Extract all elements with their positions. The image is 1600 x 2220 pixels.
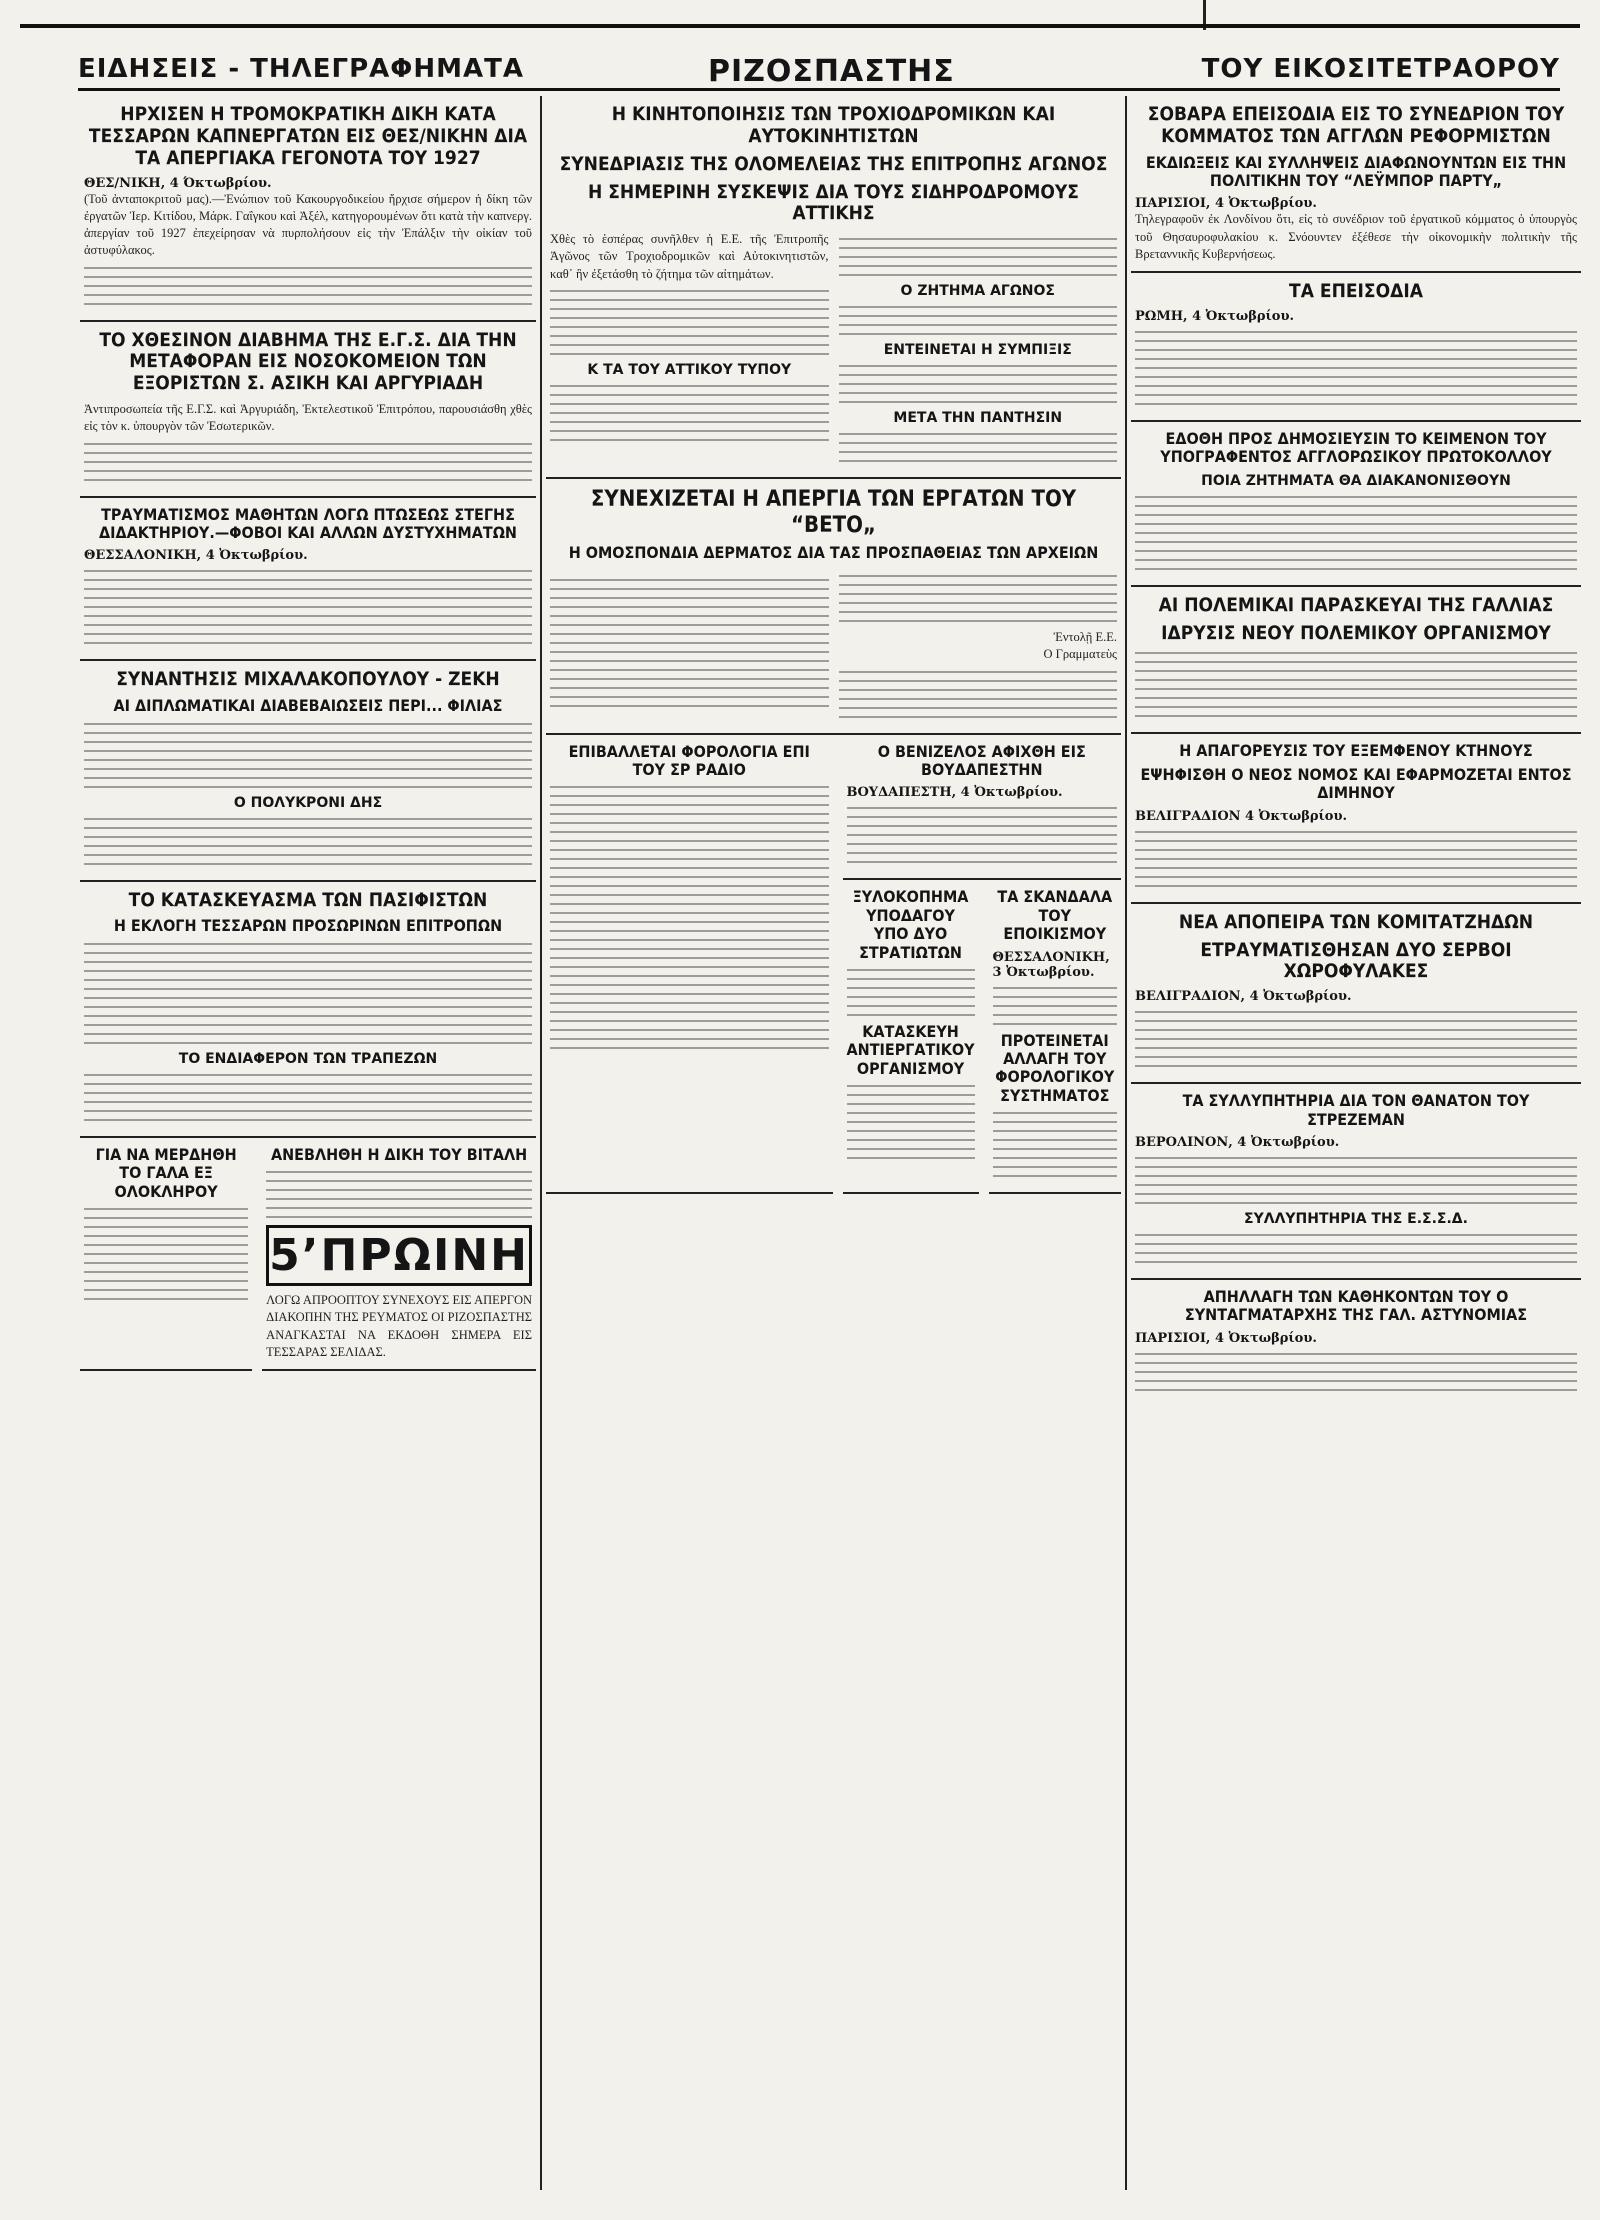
top-rule <box>20 24 1580 28</box>
article <box>989 880 1121 1194</box>
inset-heading: Ο ΖΗΤΗΜΑ ΑΓΩΝΟΣ <box>900 283 1055 300</box>
dateline: ΒΕΛΙΓΡΑΔΙΟΝ 4 Ὀκτωβρίου. <box>1135 808 1347 824</box>
dateline: ΒΕΛΙΓΡΑΔΙΟΝ, 4 Ὀκτωβρίου. <box>1135 989 1352 1005</box>
dateline: ΒΕΡΟΛΙΝΟΝ, 4 Ὀκτωβρίου. <box>1135 1135 1340 1151</box>
headline: ΤΑ ΕΠΕΙΣΟΔΙΑ <box>1289 280 1423 303</box>
dateline: ΠΑΡΙΣΙΟΙ, 4 Ὀκτωβρίου. <box>1135 1330 1317 1346</box>
inset-heading: ΜΕΤΑ ΤΗΝ ΠΑΝΤΗΣΙΝ <box>893 410 1063 427</box>
article <box>80 1138 252 1371</box>
subheadline: ΕΤΡΑΥΜΑΤΙΣΘΗΣΑΝ ΔΥΟ ΣΕΡΒΟΙ ΧΩΡΟΦΥΛΑΚΕΣ <box>1200 938 1512 983</box>
headline: Η ΑΠΑΓΟΡΕΥΣΙΣ ΤΟΥ ΕΞΕΜΦΕΝΟΥ ΚΤΗΝΟΥΣ <box>1179 740 1533 760</box>
dateline: ΘΕΣΣΑΛΟΝΙΚΗ, 3 Ὀκτωβρίου. <box>992 949 1110 980</box>
article <box>843 735 1122 881</box>
inset-heading: ΣΥΛΛΥΠΗΤΗΡΙΑ ΤΗΣ Ε.Σ.Σ.Δ. <box>1244 1211 1468 1228</box>
article-body: Τηλεγραφοῦν ἐκ Λονδίνου ὅτι, εἰς τὸ συνέδριον τοῦ ἐργατικοῦ κόμματος ὁ ὑπουργὸς τοῦ Θησαυροφυλακίου κ. Σνόουντεν ἐξέθεσε τὴν οἰκονομικὴν πολιτικὴν τῆς Βρεταννικῆς Κυβερνήσεως. <box>1135 212 1577 261</box>
article-body: (Τοῦ ἀνταποκριτοῦ μας).—Ἐνώπιον τοῦ Κακουργοδικείου ἤρχισε σήμερον ἡ δίκη τῶν ἐργατῶν Ἰερ. Κιτίδου, Μάρκ. Γαΐγκου καὶ Ἀξέλ, κατηγορουμένων ὅτι κατὰ τὴν καπνεργ. ἀπεργίαν τοῦ 1927 ἐπεχείρησαν νὰ πυρπολήσουν εἰς τὴν Ἐπάλξιν τὴν οἰκίαν τοῦ ἀστυφύλακος. <box>84 191 532 258</box>
subheadline: ΙΔΡΥΣΙΣ ΝΕΟΥ ΠΟΛΕΜΙΚΟΥ ΟΡΓΑΝΙΣΜΟΥ <box>1161 621 1551 644</box>
column-3 <box>1131 96 1581 1406</box>
headline: ΗΡΧΙΣΕΝ Η ΤΡΟΜΟΚΡΑΤΙΚΗ ΔΙΚΗ ΚΑΤΑ ΤΕΣΣΑΡΩΝ ΚΑΠΝΕΡΓΑΤΩΝ ΕΙΣ ΘΕΣ/ΝΙΚΗΝ ΔΙΑ ΤΑ ΑΠΕΡΓΙΑΚΑ ΓΕΓΟΝΟΤΑ ΤΟΥ 1927 <box>88 103 528 169</box>
article <box>1131 1280 1581 1406</box>
signature: Ἐντολῇ Ε.Ε. <box>1053 630 1117 645</box>
article <box>80 882 536 1138</box>
dateline: ΘΕΣΣΑΛΟΝΙΚΗ, 4 Ὀκτωβρίου. <box>84 548 308 564</box>
article <box>546 735 833 1195</box>
dateline: ΒΟΥΔΑΠΕΣΤΗ, 4 Ὀκτωβρίου. <box>846 785 1063 801</box>
column-rule <box>1125 96 1127 2190</box>
headline: ΣΟΒΑΡΑ ΕΠΕΙΣΟΔΙΑ ΕΙΣ ΤΟ ΣΥΝΕΔΡΙΟΝ ΤΟΥ ΚΟΜΜΑΤΟΣ ΤΩΝ ΑΓΓΛΩΝ ΡΕΦΟΡΜΙΣΤΩΝ <box>1147 103 1565 147</box>
masthead-section: ΕΙΔΗΣΕΙΣ - ΤΗΛΕΓΡΑΦΗΜΑΤΑ <box>78 54 525 84</box>
headline: ΝΕΑ ΑΠΟΠΕΙΡΑ ΤΩΝ ΚΟΜΙΤΑΤΖΗΔΩΝ <box>1178 910 1534 933</box>
headline: ΑΠΗΛΛΑΓΗ ΤΩΝ ΚΑΘΗΚΟΝΤΩΝ ΤΟΥ Ο ΣΥΝΤΑΓΜΑΤΑΡΧΗΣ ΤΗΣ ΓΑΛ. ΑΣΤΥΝΟΜΙΑΣ <box>1184 1287 1528 1325</box>
article <box>1131 1084 1581 1280</box>
headline: ΕΠΙΒΑΛΛΕΤΑΙ ΦΟΡΟΛΟΓΙΑ ΕΠΙ ΤΟΥ ΣΡ ΡΑΔΙΟ <box>568 741 810 780</box>
headline: ΕΔΟΘΗ ΠΡΟΣ ΔΗΜΟΣΙΕΥΣΙΝ ΤΟ ΚΕΙΜΕΝΟΝ ΤΟΥ ΥΠΟΓΡΑΦΕΝΤΟΣ ΑΓΓΛΟΡΩΣΙΚΟΥ ΠΡΩΤΟΚΟΛΛΟΥ <box>1160 429 1552 467</box>
subheadline: ΕΚΔΙΩΞΕΙΣ ΚΑΙ ΣΥΛΛΗΨΕΙΣ ΔΙΑΦΩΝΟΥΝΤΩΝ ΕΙΣ ΤΗΝ ΠΟΛΙΤΙΚΗΝ ΤΟΥ “ΛΕΫΜΠΟΡ ΠΑΡΤΥ„ <box>1145 152 1567 191</box>
headline: ΚΑΤΑΣΚΕΥΗ ΑΝΤΙΕΡΓΑΤΙΚΟΥ ΟΡΓΑΝΙΣΜΟΥ <box>846 1022 975 1078</box>
column-2 <box>546 96 1121 1194</box>
dateline: ΡΩΜΗ, 4 Ὀκτωβρίου. <box>1135 309 1295 325</box>
article <box>843 880 979 1194</box>
article-body: Χθὲς τὸ ἑσπέρας συνῆλθεν ἡ Ε.Ε. τῆς Ἐπιτροπῆς Ἀγῶνος τῶν Τροχιοδρομικῶν καὶ Αὐτοκινητιστῶν, καθ᾽ ἣν ἐξετάσθη τὸ ζήτημα τῶν αἰτημάτων. <box>550 232 829 281</box>
masthead <box>78 54 1560 91</box>
article <box>80 498 536 662</box>
article <box>1131 422 1581 587</box>
article <box>1131 96 1581 273</box>
subheadline: Η ΕΚΛΟΓΗ ΤΕΣΣΑΡΩΝ ΠΡΟΣΩΡΙΝΩΝ ΕΠΙΤΡΟΠΩΝ <box>113 916 503 936</box>
subheadline: Η ΟΜΟΣΠΟΝΔΙΑ ΔΕΡΜΑΤΟΣ ΔΙΑ ΤΑΣ ΠΡΟΣΠΑΘΕΙΑΣ ΤΩΝ ΑΡΧΕΙΩΝ <box>568 542 1099 562</box>
article <box>546 479 1121 734</box>
article <box>80 322 536 498</box>
article <box>80 661 536 881</box>
inset-heading: Ο ΠΟΛΥΚΡΟΝΙ ΔΗΣ <box>233 794 383 811</box>
article <box>80 96 536 322</box>
headline: ΤΑ ΣΥΛΛΥΠΗΤΗΡΙΑ ΔΙΑ ΤΟΝ ΘΑΝΑΤΟΝ ΤΟΥ ΣΤΡΕΖΕΜΑΝ <box>1182 1091 1530 1129</box>
headline: ΑΝΕΒΛΗΘΗ Η ΔΙΚΗ ΤΟΥ ΒΙΤΑΛΗ <box>270 1144 528 1164</box>
headline: ΤΟ ΚΑΤΑΣΚΕΥΑΣΜΑ ΤΩΝ ΠΑΣΙΦΙΣΤΩΝ <box>128 888 488 911</box>
masthead-title: ΡΙΖΟΣΠΑΣΤΗΣ <box>708 54 955 89</box>
headline: ΤΡΑΥΜΑΤΙΣΜΟΣ ΜΑΘΗΤΩΝ ΛΟΓΩ ΠΤΩΣΕΩΣ ΣΤΕΓΗΣ ΔΙΔΑΚΤΗΡΙΟΥ.—ΦΟΒΟΙ ΚΑΙ ΑΛΛΩΝ ΔΥΣΤΥΧΗΜΑΤΩΝ <box>99 504 517 542</box>
headline: ΤΑ ΣΚΑΝΔΑΛΑ ΤΟΥ ΕΠΟΙΚΙΣΜΟΥ <box>997 887 1113 944</box>
headline: ΞΥΛΟΚΟΠΗΜΑ ΥΠΟΔΑΓΟΥ ΥΠΟ ΔΥΟ ΣΤΡΑΤΙΩΤΩΝ <box>852 887 969 962</box>
dateline: ΘΕΣ/ΝΙΚΗ, 4 Όκτωβρίου. <box>84 175 272 191</box>
headline: Ο ΒΕΝΙΖΕΛΟΣ ΑΦΙΧΘΗ ΕΙΣ ΒΟΥΔΑΠΕΣΤΗΝ <box>877 741 1086 780</box>
headline: ΠΡΟΤΕΙΝΕΤΑΙ ΑΛΛΑΓΗ ΤΟΥ ΦΟΡΟΛΟΓΙΚΟΥ ΣΥΣΤΗΜΑΤΟΣ <box>995 1030 1115 1105</box>
dateline: ΠΑΡΙΣΙΟΙ, 4 Ὀκτωβρίου. <box>1135 196 1317 212</box>
inset-heading: ΕΝΤΕΙΝΕΤΑΙ Η ΣΥΜΠΙΞΙΣ <box>883 342 1072 359</box>
inset-heading: Κ ΤΑ ΤΟΥ ΑΤΤΙΚΟΥ ΤΥΠΟΥ <box>587 361 792 378</box>
article <box>1131 273 1581 422</box>
column-1 <box>80 96 536 1371</box>
notice-body: ΛΟΓΩ ΑΠΡΟΟΠΤΟΥ ΣΥΝΕΧΟΥΣ ΕΙΣ ΑΠΕΡΓΟΝ ΔΙΑΚΟΠΗΝ ΤΗΣ ΡΕΥΜΑΤΟΣ ΟΙ ΡΙΖΟΣΠΑΣΤΗΣ ΑΝΑΓΚΑΣΤΑΙ ΝΑ ΕΚΔΟΘΗ ΣΗΜΕΡΑ ΕΙΣ ΤΕΣΣΑΡΑΣ ΣΕΛΙΔΑΣ. <box>266 1293 532 1359</box>
article <box>1131 734 1581 904</box>
subheadline: ΣΥΝΕΔΡΙΑΣΙΣ ΤΗΣ ΟΛΟΜΕΛΕΙΑΣ ΤΗΣ ΕΠΙΤΡΟΠΗΣ ΑΓΩΝΟΣ <box>559 152 1108 175</box>
article <box>1131 587 1581 734</box>
article <box>262 1138 536 1371</box>
signature: Ο Γραμματεὺς <box>1043 647 1117 662</box>
inset-heading: ΤΟ ΕΝΔΙΑΦΕΡΟΝ ΤΩΝ ΤΡΑΠΕΖΩΝ <box>178 1050 438 1067</box>
subheadline: Η ΣΗΜΕΡΙΝΗ ΣΥΣΚΕΨΙΣ ΔΙΑ ΤΟΥΣ ΣΙΔΗΡΟΔΡΟΜΟΥΣ ΑΤΤΙΚΗΣ <box>587 180 1079 225</box>
headline: ΑΙ ΠΟΛΕΜΙΚΑΙ ΠΑΡΑΣΚΕΥΑΙ ΤΗΣ ΓΑΛΛΙΑΣ <box>1158 593 1554 616</box>
article-body: Ἀντιπροσωπεία τῆς Ε.Γ.Σ. καὶ Ἀργυριάδη, Ἐκτελεστικοῦ Ἐπιτρόπου, παρουσιάσθη χθὲς εἰς τὸν κ. ὑπουργὸν τῶν Ἐσωτερικῶν. <box>84 402 532 434</box>
subheadline: ΑΙ ΔΙΠΛΩΜΑΤΙΚΑΙ ΔΙΑΒΕΒΑΙΩΣΕΙΣ ΠΕΡΙ... ΦΙΛΙΑΣ <box>113 696 503 716</box>
article <box>546 96 1121 479</box>
column-rule <box>540 96 542 2190</box>
article <box>1131 904 1581 1085</box>
subheadline: ΕΨΗΦΙΣΘΗ Ο ΝΕΟΣ ΝΟΜΟΣ ΚΑΙ ΕΦΑΡΜΟΖΕΤΑΙ ΕΝΤΟΣ ΔΙΜΗΝΟΥ <box>1140 764 1572 803</box>
masthead-date: ΤΟΥ ΕΙΚΟΣΙΤΕΤΡΑΟΡΟΥ <box>1201 54 1560 84</box>
headline: ΓΙΑ ΝΑ ΜΕΡΔΗΘΗ ΤΟ ΓΑΛΑ ΕΞ ΟΛΟΚΛΗΡΟΥ <box>95 1144 237 1201</box>
headline: ΣΥΝΕΧΙΖΕΤΑΙ Η ΑΠΕΡΓΙΑ ΤΩΝ ΕΡΓΑΤΩΝ ΤΟΥ “ΒΕΤΟ„ <box>590 487 1077 538</box>
headline: ΣΥΝΑΝΤΗΣΙΣ ΜΙΧΑΛΑΚΟΠΟΥΛΟΥ - ΖΕΚΗ <box>116 668 500 691</box>
subheadline: ΠΟΙΑ ΖΗΤΗΜΑΤΑ ΘΑ ΔΙΑΚΑΝΟΝΙΣΘΟΥΝ <box>1201 472 1511 489</box>
headline: ΤΟ ΧΘΕΣΙΝΟΝ ΔΙΑΒΗΜΑ ΤΗΣ Ε.Γ.Σ. ΔΙΑ ΤΗΝ ΜΕΤΑΦΟΡΑΝ ΕΙΣ ΝΟΣΟΚΟΜΕΙΟΝ ΤΩΝ ΕΞΟΡΙΣΤΩΝ Σ. ΑΣΙΚΗ ΚΑΙ ΑΡΓΥΡΙΑΔΗ <box>99 328 517 395</box>
headline: Η ΚΙΝΗΤΟΠΟΙΗΣΙΣ ΤΩΝ ΤΡΟΧΙΟΔΡΟΜΙΚΩΝ ΚΑΙ ΑΥΤΟΚΙΝΗΤΙΣΤΩΝ <box>611 103 1056 147</box>
notice-banner: 5ʼΠΡΩΙΝΗ <box>266 1225 532 1286</box>
